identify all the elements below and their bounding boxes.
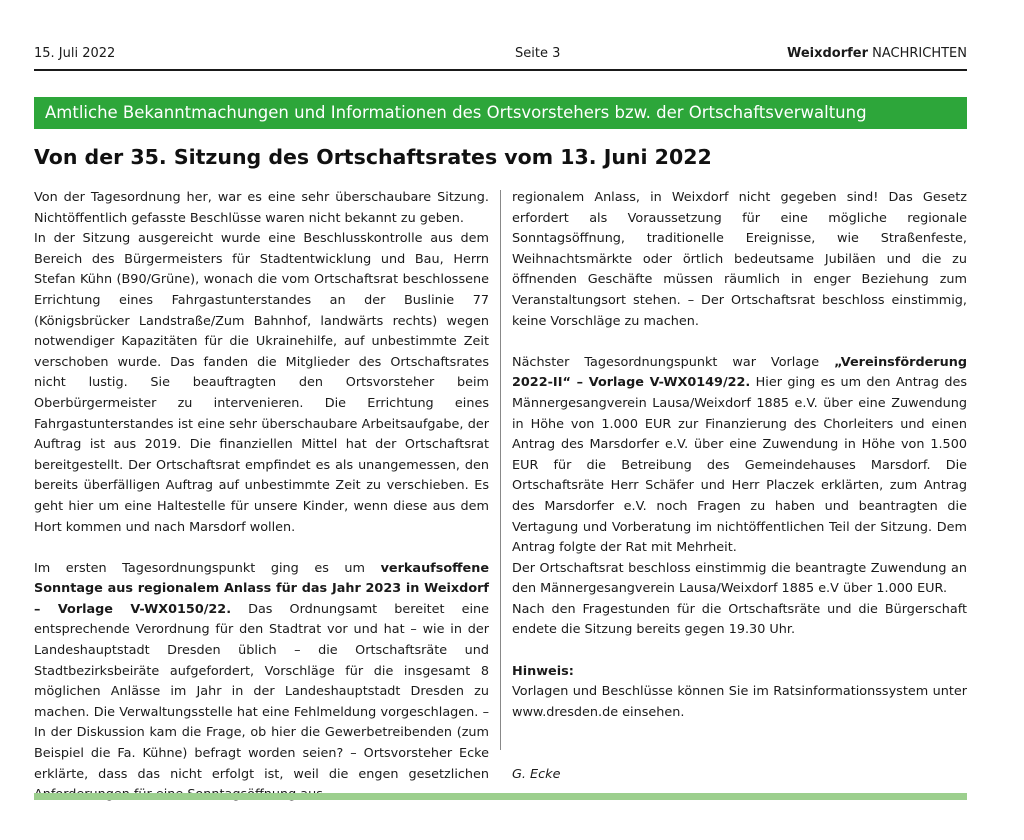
hint-text: Vorlagen und Beschlüsse können Sie im Ratsinformationssystem unter www.dresden.de einsehen. (512, 684, 967, 720)
paragraph: Von der Tagesordnung her, war es eine sehr überschaubare Sitzung. Nichtöffentlich gefasste Beschlüsse waren nicht bekannt zu geben. (34, 190, 489, 226)
text-run: Das Ordnungsamt bereitet eine entsprechende Verordnung für den Stadtrat vor und hat – wie in der Landeshauptstadt Dresden üblich – die Ortschaftsräte und Stadtbezirksbeiräte aufgefordert, Vorschläge für die insgesamt 8 möglichen Anlässe im Jahr in der Landeshauptstadt Dresden zu machen. Die Verwaltungsstelle hat eine Fehlmeldung vorgeschlagen. – In der Diskussion kam die Frage, ob hier die Gewerbetreibenden (zum Beispiel die Fa. Kühne) befragt worden seien? – Ortsvorsteher Ecke erklärte, dass das nicht erfolgt ist, weil die engen gesetzlichen (34, 601, 489, 782)
hint-label (512, 662, 967, 683)
hint-label-text: Hinweis: (512, 663, 574, 679)
paragraph: regionalem Anlass, in Weixdorf nicht gegeben sind! Das Gesetz erfordert als Voraussetzung für eine mögliche regionale Sonntagsöffnung, traditionelle Ereignisse, wie Straßenfeste, Weihnachtsmärkte oder örtlich bedeutsame Jubiläen und die zu öffnenden Geschäfte müssen räumlich in enger Beziehung zum Veranstaltungsort stehen. – Der Ortschaftsrat beschloss einstimmig, keine Vorschläge zu machen. (512, 190, 967, 329)
publication-name (787, 46, 967, 61)
text-run: Hier ging es um den Antrag des Männergesangverein Lausa/Weixdorf 1885 e.V. über eine Zuwendung in Höhe von 1.000 EUR zur Finanzierung des Chorleiters und einen Antrag des Marsdorfer e.V. über eine Zuwendung in Höhe von 1.500 EUR für die Betreibung des Gemeindehauses Marsdorf. Die Ortschaftsräte Herr Schäfer und Herr Placzek erklärten, zum Antrag des Marsdorfer e.V. noch Fragen zu haben und beantragten die Vertagung und Vorberatung im nichtöffentlichen Teil der Sitzung. Dem Antrag folgte der Rat mit Mehrheit. (512, 375, 967, 556)
page-number: Seite 3 (515, 46, 561, 61)
left-column (34, 188, 489, 806)
text-run: Im ersten Tagesordnungspunkt ging es um (34, 560, 381, 576)
paragraph-gap (34, 538, 489, 559)
paragraph: In der Sitzung ausgereicht wurde eine Beschlusskontrolle aus dem Bereich des Bürgermeisters für Stadtentwicklung und Bau, Herrn Stefan Kühn (B90/Grüne), wonach die vom Ortschaftsrat beschlossene Errichtung eines Fahrgastunterstandes an der Buslinie 77 (Königsbrücker Landstraße/Zum Bahnhof, landwärts rechts) wegen notwendiger Kapazitäten für die Ukrainehilfe, auf unbestimmte Zeit verschoben wurde. Das fanden die Mitglieder des Ortschaftsrates nicht lustig. Sie beauftragten den Ortsvorsteher beim Oberbürgermeister zu intervenieren. Die Errichtung eines Fahrgastunterstandes ist eine sehr überschaubare Arbeitsaufgabe, der Auftrag ist aus 2019. Die finanziellen Mittel hat der Ortschaftsrat bereitgestellt. Der Ortschaftsrat empfindet es als unangemessen, den bereits überfälligen Auftrag auf unbestimmte Zeit zu verschieben. Es geht hier um eine Haltestelle für unsere Kinder, wenn diese aus dem Hort kommen und nach Marsdorf wollen. (34, 231, 489, 535)
publication-name-bold: Weixdorfer (786, 46, 869, 61)
paragraph-gap (512, 744, 967, 765)
column-divider (500, 190, 501, 750)
section-banner: Amtliche Bekanntmachungen und Informationen des Ortsvorstehers bzw. der Ortschaftsverwaltung (34, 97, 967, 129)
footer-rule (34, 793, 967, 800)
paragraph-gap (512, 332, 967, 353)
paragraph-gap (512, 641, 967, 662)
right-column (512, 188, 967, 785)
paragraph: Nach den Fragestunden für die Ortschaftsräte und die Bürgerschaft endete die Sitzung bereits gegen 19.30 Uhr. (512, 601, 967, 638)
publication-name-rest: NACHRICHTEN (868, 46, 967, 61)
issue-date: 15. Juli 2022 (34, 46, 116, 61)
text-run: Nächster Tagesordnungspunkt war Vorlage (512, 354, 835, 370)
page-header (34, 44, 967, 66)
bold-text-run: verkaufsoffene Sonntage aus regionalem Anlass für das Jahr 2023 in Weixdorf – Vorlage V-WX0150/22. (34, 560, 489, 617)
article-title: Von der 35. Sitzung des Ortschaftsrates vom 13. Juni 2022 (34, 145, 712, 169)
paragraph: Der Ortschaftsrat beschloss einstimmig die beantragte Zuwendung an den Männergesangverein Lausa/Weixdorf 1885 e.V über 1.000 EUR. (512, 560, 967, 597)
header-rule (34, 69, 967, 71)
bold-text-run: „Vereinsförderung 2022-II“ – Vorlage V-WX0149/22. (512, 354, 967, 391)
paragraph (34, 559, 489, 806)
paragraph (512, 353, 967, 559)
signature: G. Ecke (512, 766, 561, 782)
paragraph-gap (512, 723, 967, 744)
